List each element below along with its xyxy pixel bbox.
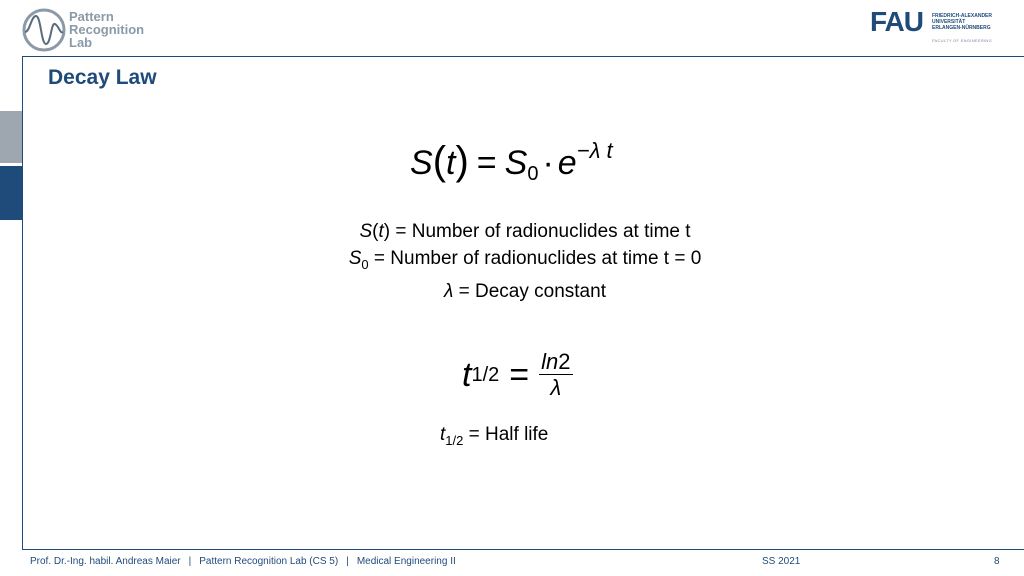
footer-author: Prof. Dr.-Ing. habil. Andreas Maier: [30, 556, 181, 567]
side-marker-grey: [0, 111, 22, 163]
half-life-definition: [440, 424, 620, 448]
formula-lhs-symbol: S: [410, 144, 433, 182]
def-symbol: λ: [444, 280, 454, 302]
slide-title: Decay Law: [48, 66, 157, 89]
fau-faculty-name: FACULTY OF ENGINEERING: [932, 38, 993, 43]
formula-close-paren: ): [455, 139, 469, 183]
formula-open-paren: (: [432, 139, 447, 183]
half-life-formula: [462, 350, 573, 401]
def-half-text: = Half life: [463, 424, 549, 445]
footer-page-number: 8: [994, 556, 1000, 567]
pattern-recognition-lab-logo: [22, 8, 152, 54]
footer-course: Medical Engineering II: [356, 556, 456, 567]
formula-exponent: −λ t: [576, 138, 613, 163]
decay-law-formula: [410, 138, 613, 186]
def-subscript: 0: [361, 256, 369, 272]
lab-wave-logo-icon: [22, 8, 66, 52]
definition-line-s0: [290, 245, 760, 278]
half-life-fraction: [539, 350, 572, 401]
def-text: = Number of radionuclides at time t: [390, 221, 691, 242]
footer-semester: SS 2021: [762, 556, 801, 567]
half-life-symbol: t: [462, 356, 472, 394]
formula-definitions: [290, 218, 760, 305]
formula-multiply-dot: ·: [542, 144, 554, 182]
formula-base: e: [557, 144, 577, 182]
lab-logo-text: Pattern Recognition Lab: [69, 9, 145, 50]
side-marker-blue: [0, 166, 22, 220]
def-text: = Number of radionuclides at time t = 0: [368, 248, 702, 269]
fau-university-name: FRIEDRICH-ALEXANDER UNIVERSITÄT ERLANGEN-NÜRNBERG: [932, 13, 992, 31]
numerator-number: 2: [558, 349, 571, 374]
formula-rhs-subscript: 0: [527, 163, 539, 185]
fraction-numerator: [539, 350, 572, 375]
footer-separator: |: [346, 556, 349, 567]
footer-lab: Pattern Recognition Lab (CS 5): [199, 556, 339, 567]
fau-wordmark: FAU: [870, 6, 923, 37]
formula-equals: =: [476, 144, 497, 182]
def-symbol: S: [359, 221, 373, 242]
fraction-denominator: λ: [550, 375, 562, 400]
def-symbol: S: [348, 248, 362, 269]
footer-separator: |: [188, 556, 192, 567]
def-half-subscript: 1/2: [445, 432, 464, 448]
definition-line-lambda: [290, 278, 760, 305]
footer-info: [30, 556, 456, 567]
def-text: = Decay constant: [453, 280, 606, 302]
formula-lhs-arg: t: [446, 144, 456, 182]
fau-logo: [870, 8, 1010, 48]
def-arg: t: [378, 221, 384, 242]
def-close-paren: ): [383, 221, 391, 242]
def-half-symbol: t: [440, 424, 446, 445]
formula-rhs-symbol: S: [504, 144, 528, 182]
half-life-equals: =: [509, 356, 530, 394]
def-open-paren: (: [372, 221, 379, 242]
definition-line-s-t: [290, 218, 760, 245]
half-life-subscript: 1/2: [471, 364, 500, 386]
numerator-ln: ln: [541, 349, 559, 374]
